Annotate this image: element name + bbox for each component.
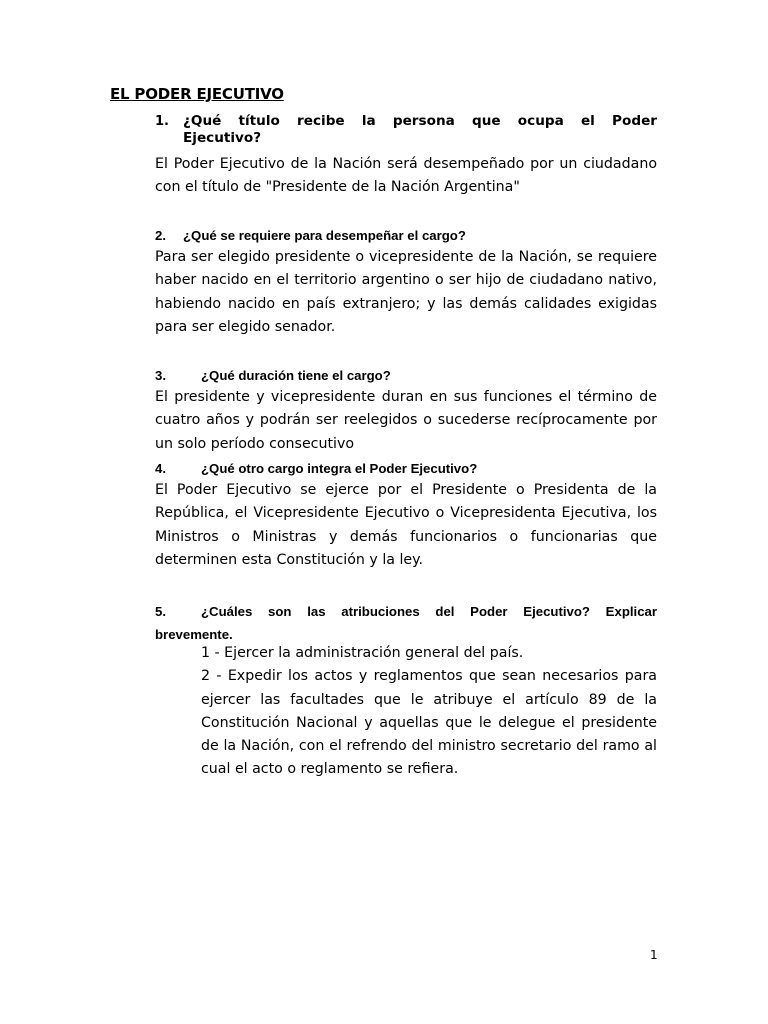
- document-title: EL PODER EJECUTIVO: [110, 85, 284, 103]
- question-number: 4.: [155, 461, 166, 476]
- answer-line: El Poder Ejecutivo de la Nación será desempeñado por un ciudadano: [155, 156, 657, 172]
- question-number: 1.: [155, 114, 169, 129]
- list-item-line: de la Nación, con el refrendo del ministro secretario del ramo al: [201, 738, 657, 755]
- question-line: [155, 600, 657, 623]
- answer-line: determinen esta Constitución y la ley.: [155, 551, 424, 568]
- answer-line: Ministros o Ministras y demás funcionarios o funcionarias que: [155, 528, 657, 545]
- list-item-line: cual el acto o reglamento se refiera.: [201, 761, 459, 778]
- question-text: ¿Qué duración tiene el cargo?: [201, 368, 391, 383]
- question-2: [155, 228, 657, 243]
- answer-line: El Poder Ejecutivo se ejerce por el Presidente o Presidenta de la: [155, 482, 657, 498]
- answer-line: El presidente y vicepresidente duran en sus funciones el término de: [155, 389, 657, 405]
- question-text: ¿Qué se requiere para desempeñar el cargo?: [183, 228, 466, 243]
- question-text: ¿Cuáles son las atribuciones del Poder Ejecutivo? Explicar: [201, 604, 657, 619]
- answer-3: [155, 386, 657, 456]
- page-number: 1: [650, 948, 658, 962]
- question-5: [155, 600, 657, 646]
- question-text-cont: Ejecutivo?: [183, 130, 262, 146]
- answer-4: [155, 479, 657, 572]
- attributions-list: [201, 642, 657, 782]
- answer-line: haber nacido en el territorio argentino o ser hijo de ciudadano nativo,: [155, 272, 657, 289]
- list-item-line: Constitución Nacional y aquellas que le delegue el presidente: [201, 714, 657, 731]
- question-3: [155, 368, 657, 383]
- answer-line: habiendo nacido en país extranjero; y las demás calidades exigidas: [155, 295, 657, 312]
- list-item: 1 - Ejercer la administración general del país.: [201, 645, 524, 661]
- question-text: ¿Qué título recibe la persona que ocupa el Poder: [183, 113, 657, 129]
- answer-line: República, el Vicepresidente Ejecutivo o Vicepresidenta Ejecutiva, los: [155, 505, 657, 522]
- answer-line: cuatro años y podrán ser reelegidos o sucederse recíprocamente por: [155, 412, 657, 429]
- answer-line: para ser elegido senador.: [155, 318, 336, 335]
- question-4: [155, 461, 657, 476]
- answer-line: con el título de "Presidente de la Nación Argentina": [155, 179, 520, 196]
- question-number: 2.: [155, 228, 166, 243]
- question-text: ¿Qué otro cargo integra el Poder Ejecutivo?: [201, 461, 478, 476]
- list-item-line: ejercer las facultades que le atribuye el artículo 89 de la: [201, 691, 657, 708]
- question-text-cont: brevemente.: [155, 627, 233, 642]
- question-number: 3.: [155, 368, 166, 383]
- answer-line: un solo período consecutivo: [155, 435, 355, 452]
- list-item: 2 - Expedir los actos y reglamentos que sean necesarios para: [201, 668, 657, 685]
- answer-line: Para ser elegido presidente o vicepresidente de la Nación, se requiere: [155, 249, 657, 265]
- answer-2: [155, 246, 657, 339]
- question-1: [155, 113, 657, 147]
- answer-1: [155, 153, 657, 200]
- question-number: 5.: [155, 604, 166, 619]
